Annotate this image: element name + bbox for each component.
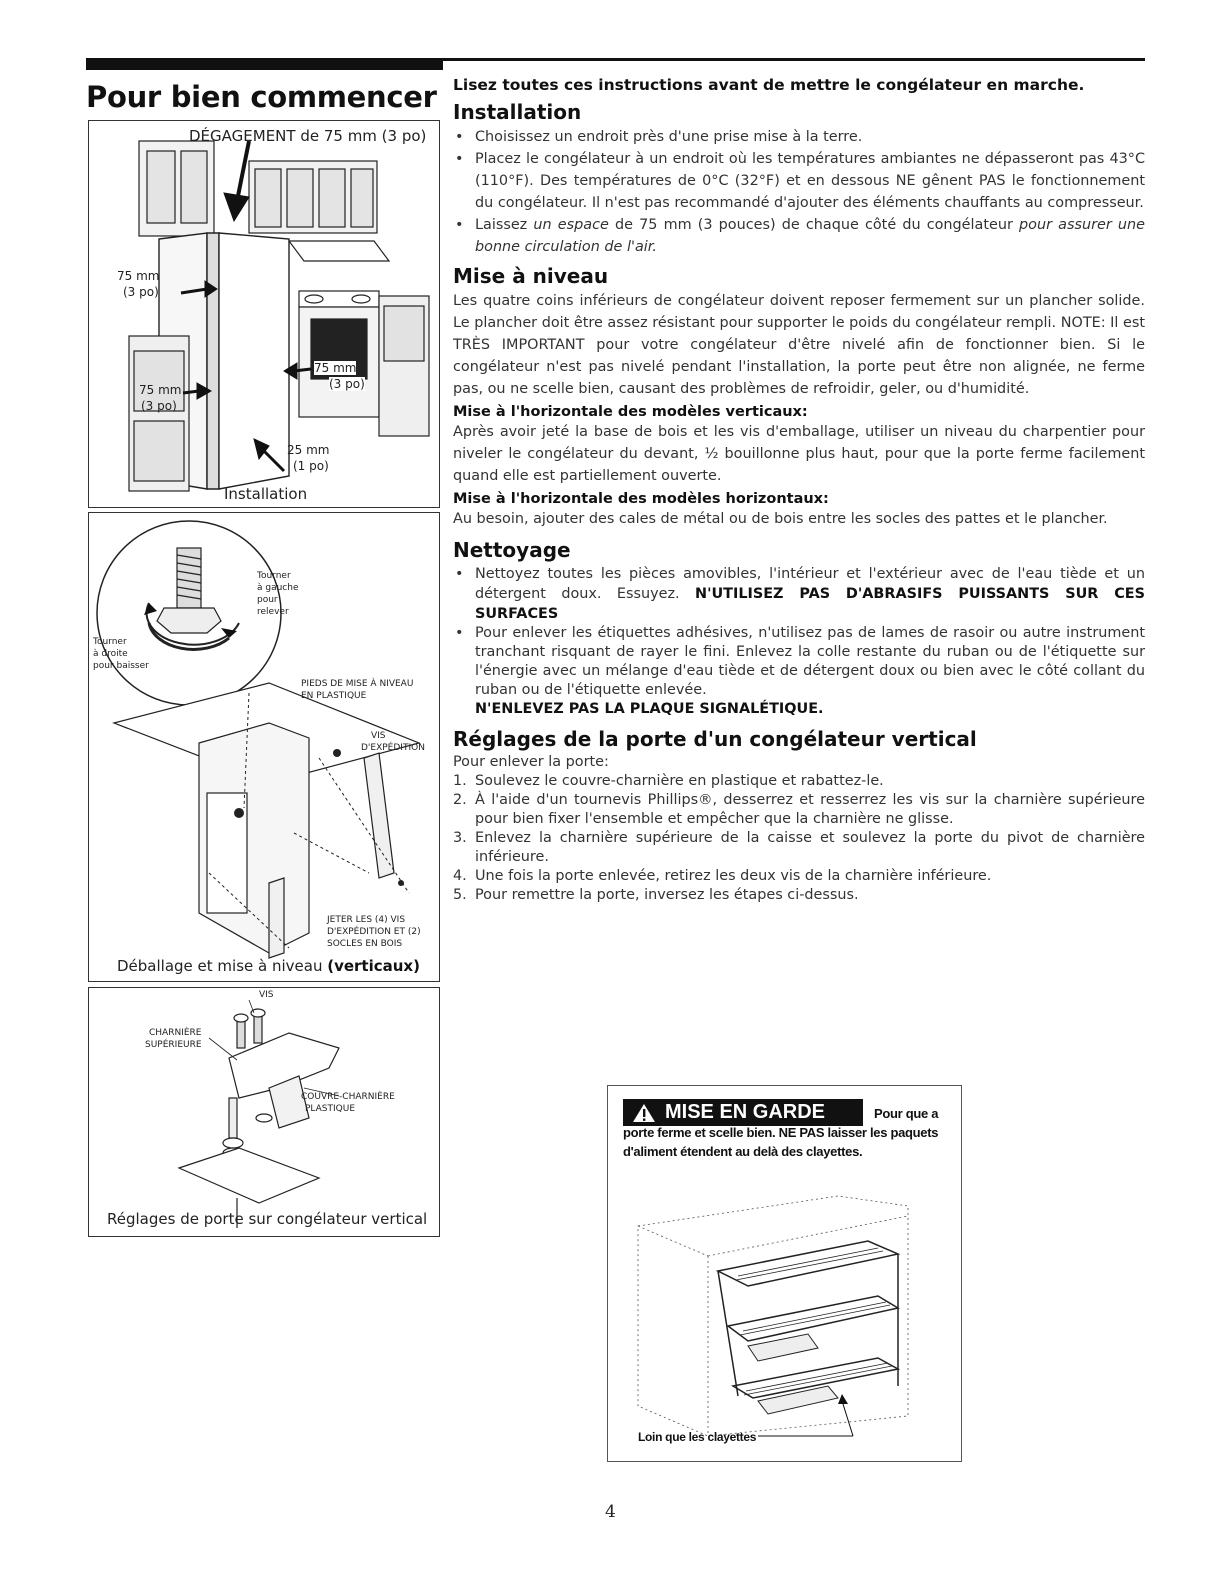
door-caption: Réglages de porte sur congélateur vertical <box>107 1210 428 1228</box>
turn-left-label: Tourner <box>257 571 291 581</box>
intro-heading: Lisez toutes ces instructions avant de mettre le congélateur en marche. <box>453 76 1085 94</box>
cleaning-heading: Nettoyage <box>453 538 571 562</box>
page-number: 4 <box>605 1502 616 1522</box>
step-number: 5. <box>453 887 467 903</box>
step-number: 3. <box>453 830 467 846</box>
installation-caption: Installation <box>224 485 308 503</box>
right-clearance-mm: 75 mm <box>314 361 357 375</box>
step-text: Soulevez le couvre-charnière en plastique et rabattez-le. <box>475 773 884 789</box>
leveling-figure <box>88 512 440 982</box>
bullet3-a: Laissez <box>475 217 534 233</box>
cleaning-bullet <box>453 564 1145 624</box>
left2-clearance-po: (3 po) <box>141 399 177 413</box>
hinge-screws-label: VIS <box>259 990 274 1000</box>
discard-label-3: SOCLES EN BOIS <box>327 939 403 949</box>
installation-bullet: • Placez le congélateur à un endroit où les températures ambiantes ne dépasseront pas 43°C (110°F). Des températures de 0°C (32°F) et en dessous NE gênent PAS le fonctionnement du congélateur. Il n'est pas recommandé d'ajouter des éléments chauffants au compresseur. <box>453 148 1145 214</box>
hinge-cover-label: COUVRE-CHARNIÈRE <box>301 1092 395 1102</box>
instructions-column <box>453 76 1145 905</box>
hinge-cover-label-2: PLASTIQUE <box>305 1104 356 1114</box>
bullet3-c: de 75 mm (3 pouces) de chaque côté du congélateur <box>608 217 1020 233</box>
discard-label-2: D'EXPÉDITION ET (2) <box>327 927 421 937</box>
door-hinge-figure <box>88 987 440 1237</box>
installation-figure <box>88 120 440 508</box>
upper-hinge-label: CHARNIÈRE <box>149 1028 202 1038</box>
right-clearance-po: (3 po) <box>329 377 365 391</box>
door-adjust-heading: Réglages de la porte d'un congélateur vertical <box>453 727 977 751</box>
installation-heading: Installation <box>453 100 582 124</box>
step-text: Enlevez la charnière supérieure de la caisse et soulevez la porte du pivot de charnière inférieure. <box>475 830 1145 865</box>
cleaning-bullet1-text: Nettoyez toutes les pièces amovibles, l'intérieur et l'extérieur avec de l'eau tiède et un détergent doux. Essuyez. <box>475 566 1145 602</box>
turn-right-label: Tourner <box>93 637 127 647</box>
cleaning-list <box>453 564 1145 719</box>
leveling-vertical-text: Après avoir jeté la base de bois et les vis d'emballage, utiliser un niveau du charpentier pour niveler le congélateur du devant, ½ bouillonne plus haut, pour que la porte ferme facilement quand elle est partiellement ouverte. <box>453 424 1145 484</box>
header-rule-thick <box>86 58 443 70</box>
step-number: 2. <box>453 792 467 808</box>
bullet3-d: pour assurer une bonne circulation de l'air. <box>475 217 1146 255</box>
leveling-horizontal-heading: Mise à l'horizontale des modèles horizontaux: <box>453 491 829 507</box>
step-text: Pour remettre la porte, inversez les étapes ci-dessus. <box>475 887 859 903</box>
left2-clearance-mm: 75 mm <box>139 383 182 397</box>
leveling-horizontal-text: Au besoin, ajouter des cales de métal ou de bois entre les socles des pattes et le plancher. <box>453 511 1108 527</box>
turn-right-label-3: pour baisser <box>93 661 149 671</box>
installation-bullet <box>453 214 1145 258</box>
leveling-vertical-heading: Mise à l'horizontale des modèles verticaux: <box>453 404 808 420</box>
step-text: À l'aide d'un tournevis Phillips®, desserrez et resserrez les vis sur la charnière supérieure pour bien fixer l'ensemble et empêcher que la charnière ne glisse. <box>475 792 1145 827</box>
cleaning-bullet <box>453 624 1145 719</box>
leveling-heading: Mise à niveau <box>453 264 609 288</box>
warning-text: Pour que a porte ferme et scelle bien. NE PAS laisser les paquets d'aliment étendent au delà des clayettes. <box>623 1106 939 1159</box>
feet-label-2: EN PLASTIQUE <box>301 691 367 701</box>
cleaning-bullet2-bold: N'ENLEVEZ PAS LA PLAQUE SIGNALÉTIQUE. <box>475 701 824 717</box>
page-title: Pour bien commencer <box>86 80 437 114</box>
bottom-clearance-mm: 25 mm <box>287 443 330 457</box>
leveling-caption-bold: (verticaux) <box>327 957 420 975</box>
leveling-paragraph: Les quatre coins inférieurs de congélateur doivent reposer fermement sur un plancher solide. Le plancher doit être assez résistant pour supporter le poids du congélateur rempli. NOTE: Il est TRÈS IMPORTANT pour votre congélateur d'être nivelé afin de fonctionner bien. Si le congélateur n'est pas nivelé pendant l'installation, la porte peut être non alignée, ne ferme pas, ou ne scelle bien, causant des problèmes de refroidir, geler, ou d'humidité. <box>453 293 1145 397</box>
door-step <box>453 772 1145 791</box>
door-hinge-illustration <box>89 988 440 1237</box>
shelves-callout: Loin que les clayettes <box>638 1430 757 1444</box>
warning-box <box>607 1085 962 1462</box>
door-adjust-intro: Pour enlever la porte: <box>453 754 609 770</box>
discard-label: JETER LES (4) VIS <box>327 915 406 925</box>
turn-left-label-4: relever <box>257 607 289 617</box>
leveling-caption <box>117 957 420 975</box>
turn-left-label-3: pour <box>257 595 278 605</box>
door-steps <box>453 772 1145 905</box>
door-step <box>453 886 1145 905</box>
bottom-clearance-po: (1 po) <box>293 459 329 473</box>
cleaning-bullet1-bold: N'UTILISEZ PAS D'ABRASIFS PUISSANTS SUR CES SURFACES <box>475 586 1146 622</box>
door-step <box>453 829 1145 867</box>
header-rule-thin <box>443 58 1145 61</box>
feet-label: PIEDS DE MISE À NIVEAU <box>301 679 414 689</box>
screws-label-2: D'EXPÉDITION <box>361 743 425 753</box>
upper-hinge-label-2: SUPÉRIEURE <box>145 1040 202 1050</box>
installation-list <box>453 126 1145 258</box>
bullet3-b: un espace <box>533 217 609 233</box>
cleaning-bullet2-text: Pour enlever les étiquettes adhésives, n'utilisez pas de lames de rasoir ou autre instrument tranchant risquant de rayer le fini. Enlevez la colle restante du ruban ou de l'étiquette sur l'énergie avec un mélange d'eau tiède et de détergent doux ou bien avec le côté collant du ruban ou de l'étiquette enlevée. <box>475 625 1145 698</box>
door-step <box>453 791 1145 829</box>
installation-illustration <box>89 121 440 508</box>
leveling-caption-plain: Déballage et mise à niveau <box>117 957 328 975</box>
left-clearance-po: (3 po) <box>123 285 159 299</box>
installation-bullet: • Choisissez un endroit près d'une prise mise à la terre. <box>453 126 1145 148</box>
clearance-label: DÉGAGEMENT de 75 mm (3 po) <box>189 127 427 145</box>
turn-right-label-2: à droite <box>93 649 128 659</box>
step-number: 4. <box>453 868 467 884</box>
screws-label: VIS <box>371 731 386 741</box>
door-step <box>453 867 1145 886</box>
turn-left-label-2: à gauche <box>257 583 299 593</box>
warning-badge: MISE EN GARDE <box>623 1099 863 1126</box>
step-number: 1. <box>453 773 467 789</box>
step-text: Une fois la porte enlevée, retirez les deux vis de la charnière inférieure. <box>475 868 992 884</box>
left-clearance-mm: 75 mm <box>117 269 160 283</box>
